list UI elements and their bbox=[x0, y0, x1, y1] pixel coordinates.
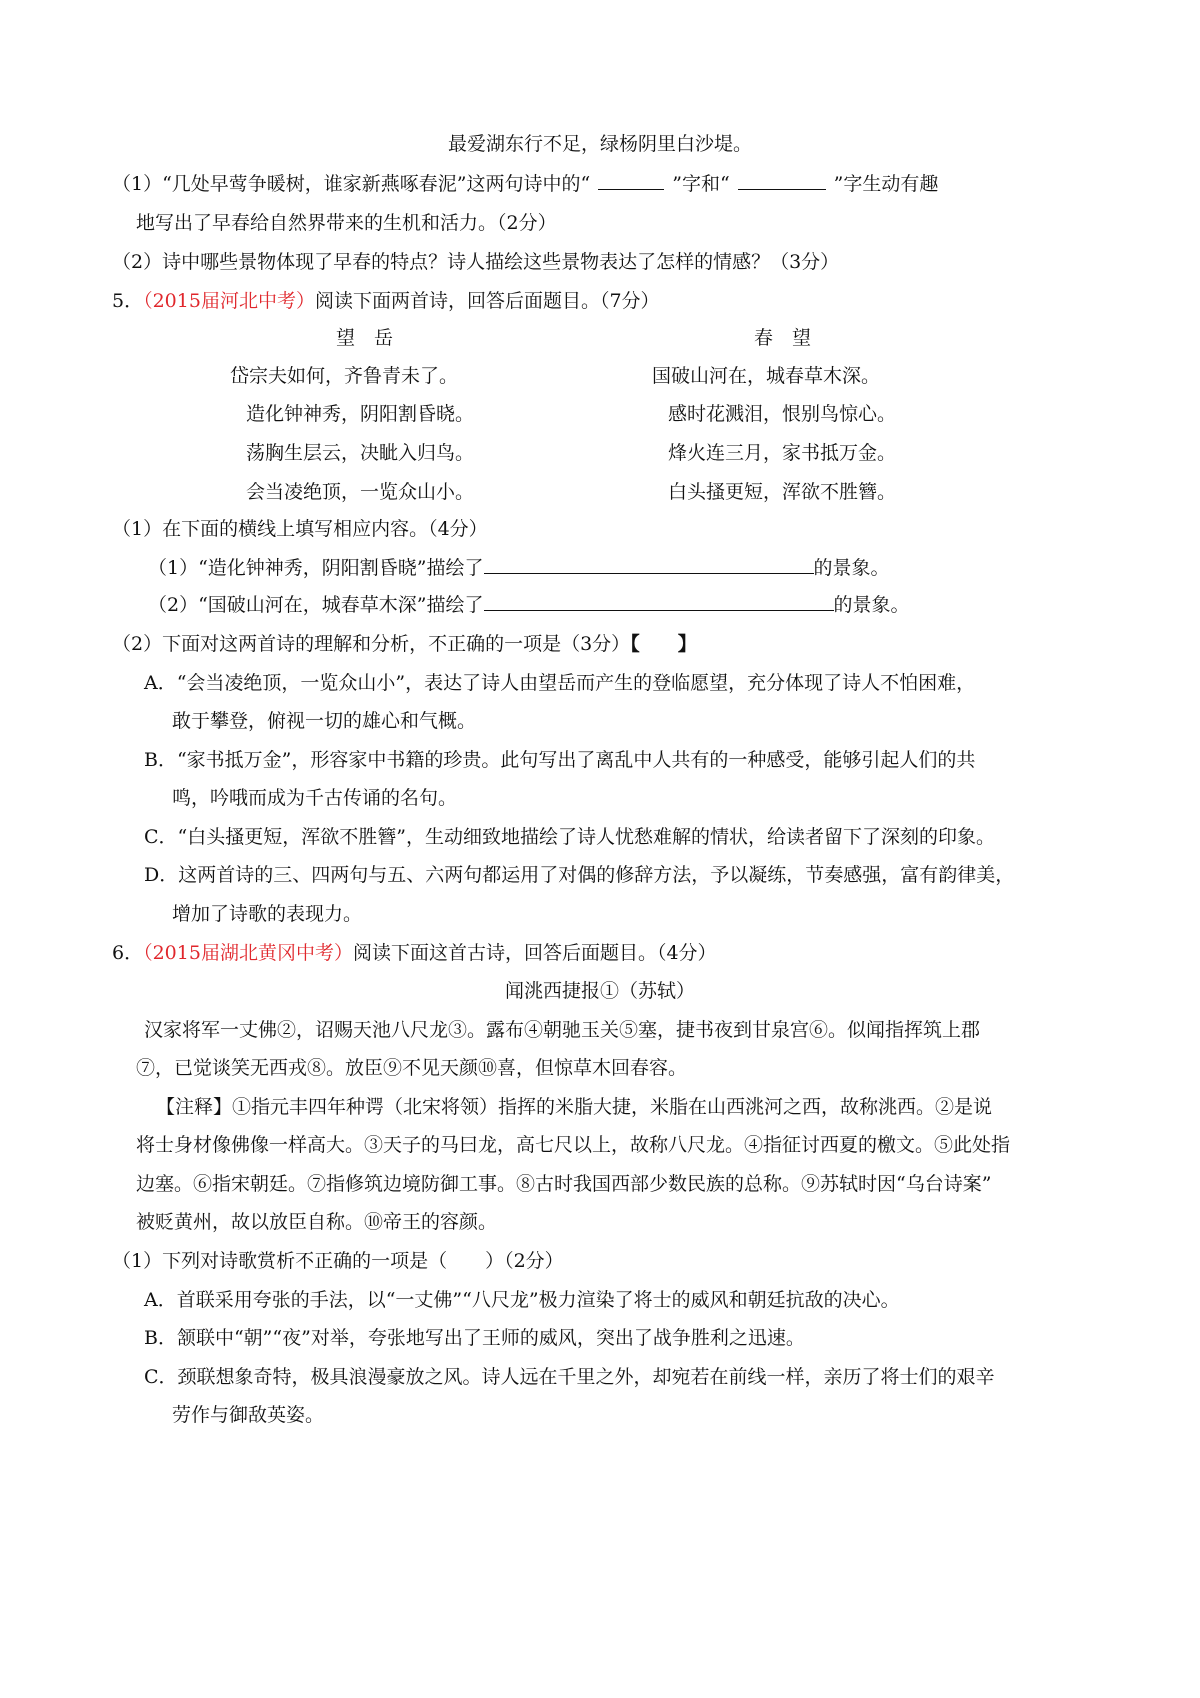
q6-poem-line1: 汉家将军一丈佛②，诏赐天池八尺龙③。露布④朝驰玉关⑤塞，捷书夜到甘泉宫⑥。似闻指挥筑上郡 bbox=[144, 1019, 981, 1041]
poem-line: 岱宗夫如何，齐鲁青未了。 bbox=[230, 365, 459, 387]
q4-blank-2[interactable] bbox=[738, 171, 826, 190]
q6-poem-title: 闻洮西捷报①（苏轼） bbox=[504, 980, 695, 1002]
q6-number: 6． bbox=[112, 942, 144, 964]
q5-option-c: C．“白头搔更短，浑欲不胜簪”，生动细致地描绘了诗人忧愁难解的情状，给读者留下了深刻的印象。 bbox=[144, 826, 995, 848]
q6-sub1: （1）下列对诗歌赏析不正确的一项是（ ）（2分） bbox=[112, 1250, 564, 1272]
poem-line: 造化钟神秀，阴阳割昏晓。 bbox=[246, 403, 475, 425]
q5-blank-b[interactable] bbox=[484, 592, 834, 611]
answer-bracket[interactable]: 【 】 bbox=[630, 633, 697, 655]
poem-line: 感时花溅泪，恨别鸟惊心。 bbox=[668, 403, 897, 425]
poem-line: 荡胸生层云，决眦入归鸟。 bbox=[246, 442, 475, 464]
q4-sub2: （2）诗中哪些景物体现了早春的特点？诗人描绘这些景物表达了怎样的情感？（3分） bbox=[112, 251, 840, 273]
q4-sub1-line2: 地写出了早春给自然界带来的生机和活力。（2分） bbox=[136, 212, 557, 234]
q5-sub1-b: （2）“国破山河在，城春草木深”描绘了 的景象。 bbox=[148, 594, 910, 616]
q6-poem-line2: ⑦，已觉谈笑无西戎⑧。放臣⑨不见天颜⑩喜，但惊草木回春容。 bbox=[136, 1057, 688, 1079]
q5-sub1-a: （1）“造化钟神秀，阴阳割昏晓”描绘了 的景象。 bbox=[148, 557, 890, 579]
q6-option-c-cont: 劳作与御敌英姿。 bbox=[172, 1404, 325, 1426]
q6-option-c: C．颈联想象奇特，极具浪漫豪放之风。诗人远在千里之外，却宛若在前线一样，亲历了将士们的艰辛 bbox=[144, 1366, 995, 1388]
q5-sub1: （1）在下面的横线上填写相应内容。（4分） bbox=[112, 518, 488, 540]
q6-header bbox=[112, 940, 717, 966]
poem-line: 国破山河在，城春草木深。 bbox=[652, 365, 881, 387]
q5-source: （2015届河北中考） bbox=[143, 290, 315, 312]
q5-option-a: A．“会当凌绝顶，一览众山小”，表达了诗人由望岳而产生的登临愿望，充分体现了诗人不怕困难， bbox=[144, 672, 976, 694]
q4-blank-1[interactable] bbox=[598, 171, 664, 190]
poem-line: 烽火连三月，家书抵万金。 bbox=[668, 442, 897, 464]
q5-option-d: D．这两首诗的三、四两句与五、六两句都运用了对偶的修辞方法，予以凝练，节奏感强，富有韵律美， bbox=[144, 864, 1015, 886]
poem-closing-line: 最爱湖东行不足，绿杨阴里白沙堤。 bbox=[447, 133, 752, 155]
q6-option-b: B．颔联中“朝”“夜”对举，夸张地写出了王师的威风，突出了战争胜利之迅速。 bbox=[144, 1327, 805, 1349]
poem-title: 春 望 bbox=[754, 327, 812, 349]
q5-number: 5． bbox=[112, 290, 144, 312]
q6-source: （2015届湖北黄冈中考） bbox=[143, 942, 353, 964]
q5-option-d-cont: 增加了诗歌的表现力。 bbox=[172, 903, 363, 925]
q6-notes-line3: 边塞。⑥指宋朝廷。⑦指修筑边境防御工事。⑧古时我国西部少数民族的总称。⑨苏轼时因“乌台诗案” bbox=[136, 1173, 992, 1195]
q6-notes-line4: 被贬黄州，故以放臣自称。⑩帝王的容颜。 bbox=[136, 1211, 498, 1233]
q5-option-b: B．“家书抵万金”，形容家中书籍的珍贵。此句写出了离乱中人共有的一种感受，能够引起人们的共 bbox=[144, 749, 976, 771]
poem-title: 望 岳 bbox=[336, 327, 394, 349]
q6-option-a: A．首联采用夸张的手法，以“一丈佛”“八尺龙”极力渲染了将士的威风和朝廷抗敌的决心。 bbox=[144, 1289, 900, 1311]
q5-option-b-cont: 鸣，吟哦而成为千古传诵的名句。 bbox=[172, 787, 458, 809]
q5-header bbox=[112, 288, 660, 314]
poem-line: 会当凌绝顶，一览众山小。 bbox=[246, 481, 475, 503]
q6-intro: 阅读下面这首古诗，回答后面题目。（4分） bbox=[352, 942, 717, 964]
poem-line: 白头搔更短，浑欲不胜簪。 bbox=[668, 481, 897, 503]
q5-intro: 阅读下面两首诗，回答后面题目。（7分） bbox=[314, 290, 660, 312]
q5-sub2: （2）下面对这两首诗的理解和分析，不正确的一项是（3分）【 】 bbox=[112, 633, 697, 655]
notes-label: 【注释】 bbox=[156, 1096, 233, 1118]
q4-sub1-line1: （1）“几处早莺争暖树，谁家新燕啄春泥”这两句诗中的“ ”字和“ ”字生动有趣 bbox=[112, 173, 939, 195]
q5-option-a-cont: 敢于攀登，俯视一切的雄心和气概。 bbox=[172, 710, 477, 732]
q6-notes-line1: 【注释】①指元丰四年种谔（北宋将领）指挥的米脂大捷，米脂在山西洮河之西，故称洮西。②是说 bbox=[156, 1096, 993, 1118]
q6-notes-line2: 将士身材像佛像一样高大。③天子的马曰龙，高七尺以上，故称八尺龙。④指征讨西夏的檄文。⑤此处指 bbox=[136, 1134, 1011, 1156]
q5-blank-a[interactable] bbox=[484, 555, 814, 574]
